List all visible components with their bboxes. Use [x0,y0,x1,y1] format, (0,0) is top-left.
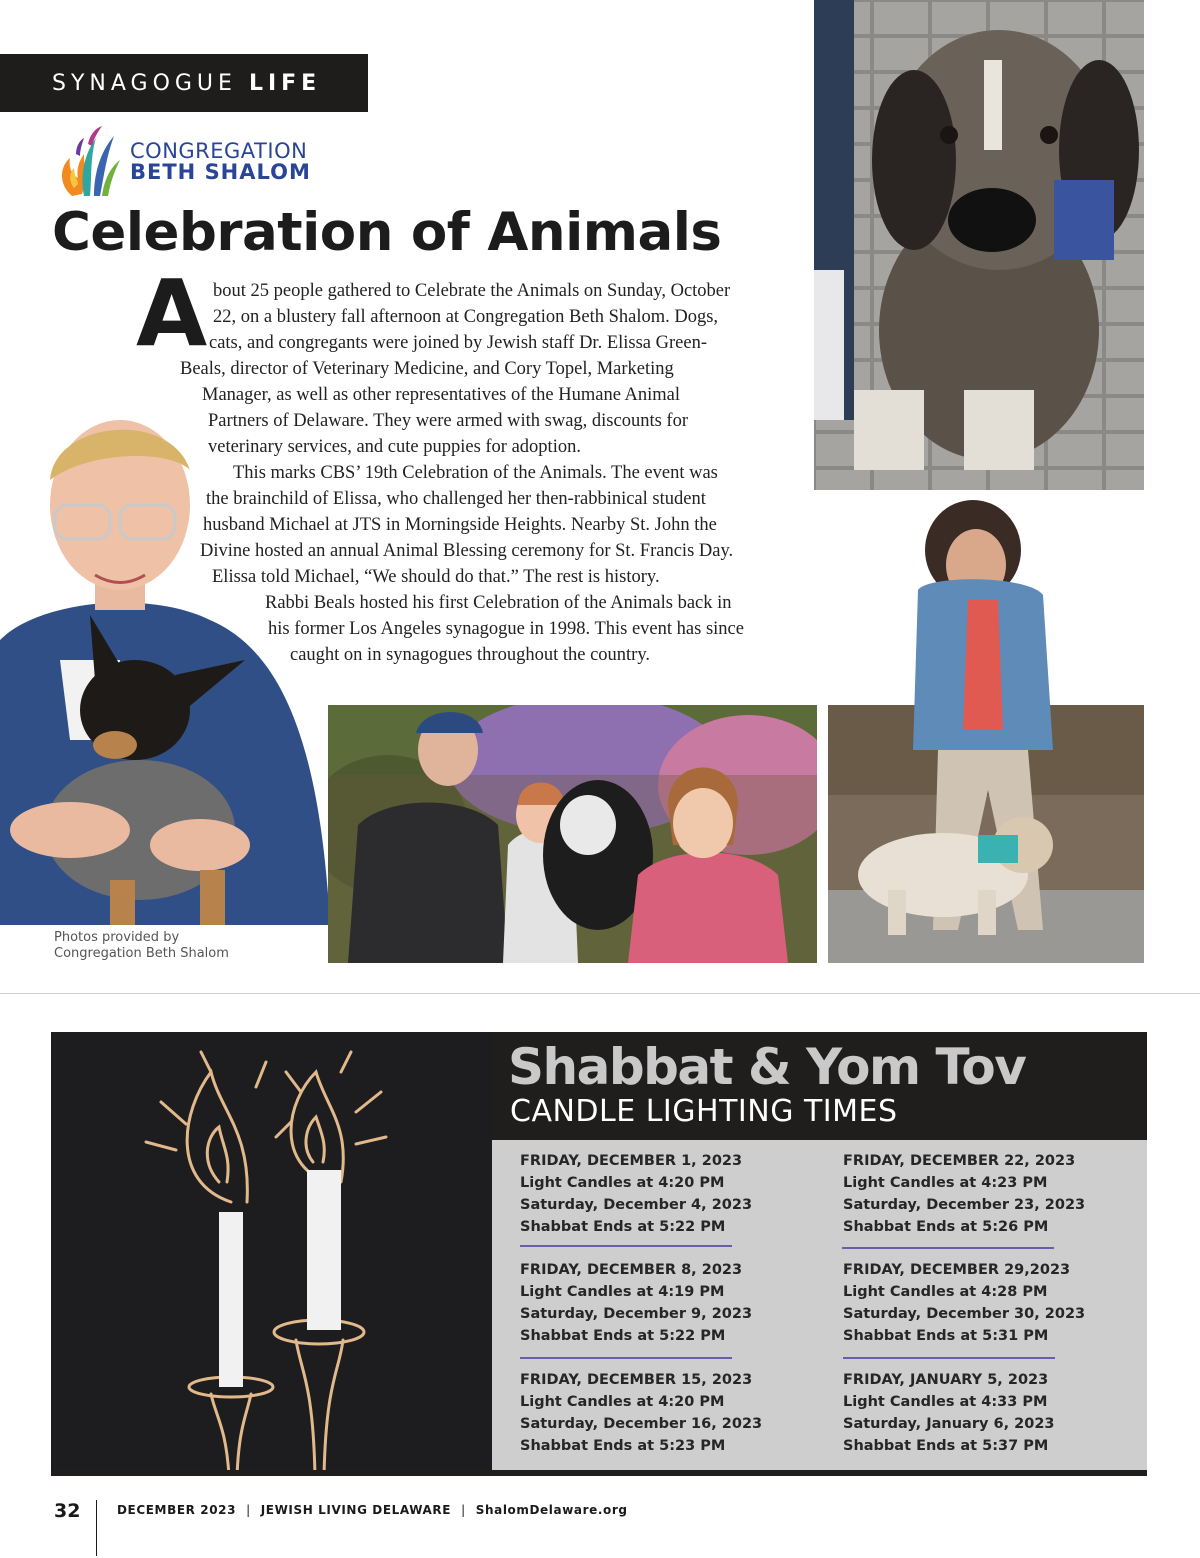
entry-saturday: Saturday, December 9, 2023 [520,1306,753,1322]
footer-line: DECEMBER 2023 | JEWISH LIVING DELAWARE | ShalomDelaware.org [117,1503,628,1517]
article-line: husband Michael at JTS in Morningside Heights. Nearby St. John the [203,515,717,535]
photo-hound-dog [814,0,1144,490]
entry-saturday: Saturday, December 16, 2023 [520,1416,763,1432]
footer-divider [96,1500,97,1556]
candle-entry [843,1259,1143,1347]
photo-caption: Photos provided by Congregation Beth Shalom [54,930,229,961]
entry-date: FRIDAY, DECEMBER 22, 2023 [843,1153,1076,1169]
photo-woman-with-dog [828,490,1144,963]
entry-saturday: Saturday, January 6, 2023 [843,1416,1055,1432]
article-line: Rabbi Beals hosted his first Celebration of the Animals back in [265,593,732,613]
entry-saturday: Saturday, December 4, 2023 [520,1197,753,1213]
congregation-logo [54,124,311,200]
entry-ends: Shabbat Ends at 5:23 PM [520,1438,726,1454]
page-number: 32 [54,1500,81,1522]
entry-ends: Shabbat Ends at 5:31 PM [843,1328,1049,1344]
entry-light: Light Candles at 4:33 PM [843,1394,1048,1410]
entry-date: FRIDAY, DECEMBER 8, 2023 [520,1262,743,1278]
article-line: Divine hosted an annual Animal Blessing ceremony for St. Francis Day. [200,541,734,561]
section-label: SYNAGOGUE LIFE [52,70,322,96]
entry-light: Light Candles at 4:20 PM [520,1175,725,1191]
footer-issue: DECEMBER 2023 [117,1503,237,1517]
entry-date: FRIDAY, DECEMBER 15, 2023 [520,1372,753,1388]
article-line: 22, on a blustery fall afternoon at Congregation Beth Shalom. Dogs, [213,307,719,327]
article-line: Partners of Delaware. They were armed with swag, discounts for [208,411,688,431]
candle-box-subtitle: CANDLE LIGHTING TIMES [510,1094,898,1129]
candle-box-bottom-bar [51,1470,1147,1476]
entry-date: FRIDAY, DECEMBER 29,2023 [843,1262,1071,1278]
entry-light: Light Candles at 4:23 PM [843,1175,1048,1191]
candle-box-title: Shabbat & Yom Tov [508,1038,1026,1096]
article-line: This marks CBS’ 19th Celebration of the Animals. The event was [233,463,718,483]
section-divider [0,993,1200,994]
drop-cap: A [136,260,208,367]
entry-ends: Shabbat Ends at 5:22 PM [520,1328,726,1344]
candle-entry [843,1150,1143,1238]
candle-entry [520,1150,820,1238]
article-line: Manager, as well as other representatives of the Humane Animal [202,385,681,405]
logo-line-1: CONGREGATION [130,139,308,163]
article-line: Beals, director of Veterinary Medicine, and Cory Topel, Marketing [180,359,674,379]
article-line: veterinary services, and cute puppies for adoption. [208,437,581,457]
entry-ends: Shabbat Ends at 5:22 PM [520,1219,726,1235]
article-line: Elissa told Michael, “We should do that.” The rest is history. [212,567,660,587]
entry-light: Light Candles at 4:28 PM [843,1284,1048,1300]
entry-separator [520,1357,732,1359]
article-line: cats, and congregants were joined by Jewish staff Dr. Elissa Green- [209,333,707,353]
flame-logo-icon [54,124,124,200]
entry-ends: Shabbat Ends at 5:26 PM [843,1219,1049,1235]
entry-date: FRIDAY, JANUARY 5, 2023 [843,1372,1049,1388]
entry-separator [843,1357,1055,1359]
article-line: his former Los Angeles synagogue in 1998. This event has since [268,619,744,639]
photo-family-with-dog [328,705,817,963]
entry-saturday: Saturday, December 23, 2023 [843,1197,1086,1213]
logo-line-2: BETH SHALOM [130,160,311,184]
footer-website[interactable]: ShalomDelaware.org [475,1503,628,1517]
chalk-candles-illustration [51,1032,492,1476]
article-headline: Celebration of Animals [52,202,722,263]
article-line: caught on in synagogues throughout the country. [290,645,651,665]
entry-date: FRIDAY, DECEMBER 1, 2023 [520,1153,743,1169]
photo-boy-with-chihuahua [0,410,330,925]
candle-entry [520,1369,820,1457]
candle-entry [520,1259,820,1347]
entry-saturday: Saturday, December 30, 2023 [843,1306,1086,1322]
section-header-band [0,54,368,112]
article-line: the brainchild of Elissa, who challenged her then-rabbinical student [206,489,706,509]
candle-entry [843,1369,1143,1457]
entry-light: Light Candles at 4:19 PM [520,1284,725,1300]
entry-separator [520,1245,732,1247]
entry-light: Light Candles at 4:20 PM [520,1394,725,1410]
entry-ends: Shabbat Ends at 5:37 PM [843,1438,1049,1454]
article-line: bout 25 people gathered to Celebrate the Animals on Sunday, October [213,281,731,301]
entry-separator [842,1247,1054,1249]
footer-publication: JEWISH LIVING DELAWARE [260,1503,452,1517]
